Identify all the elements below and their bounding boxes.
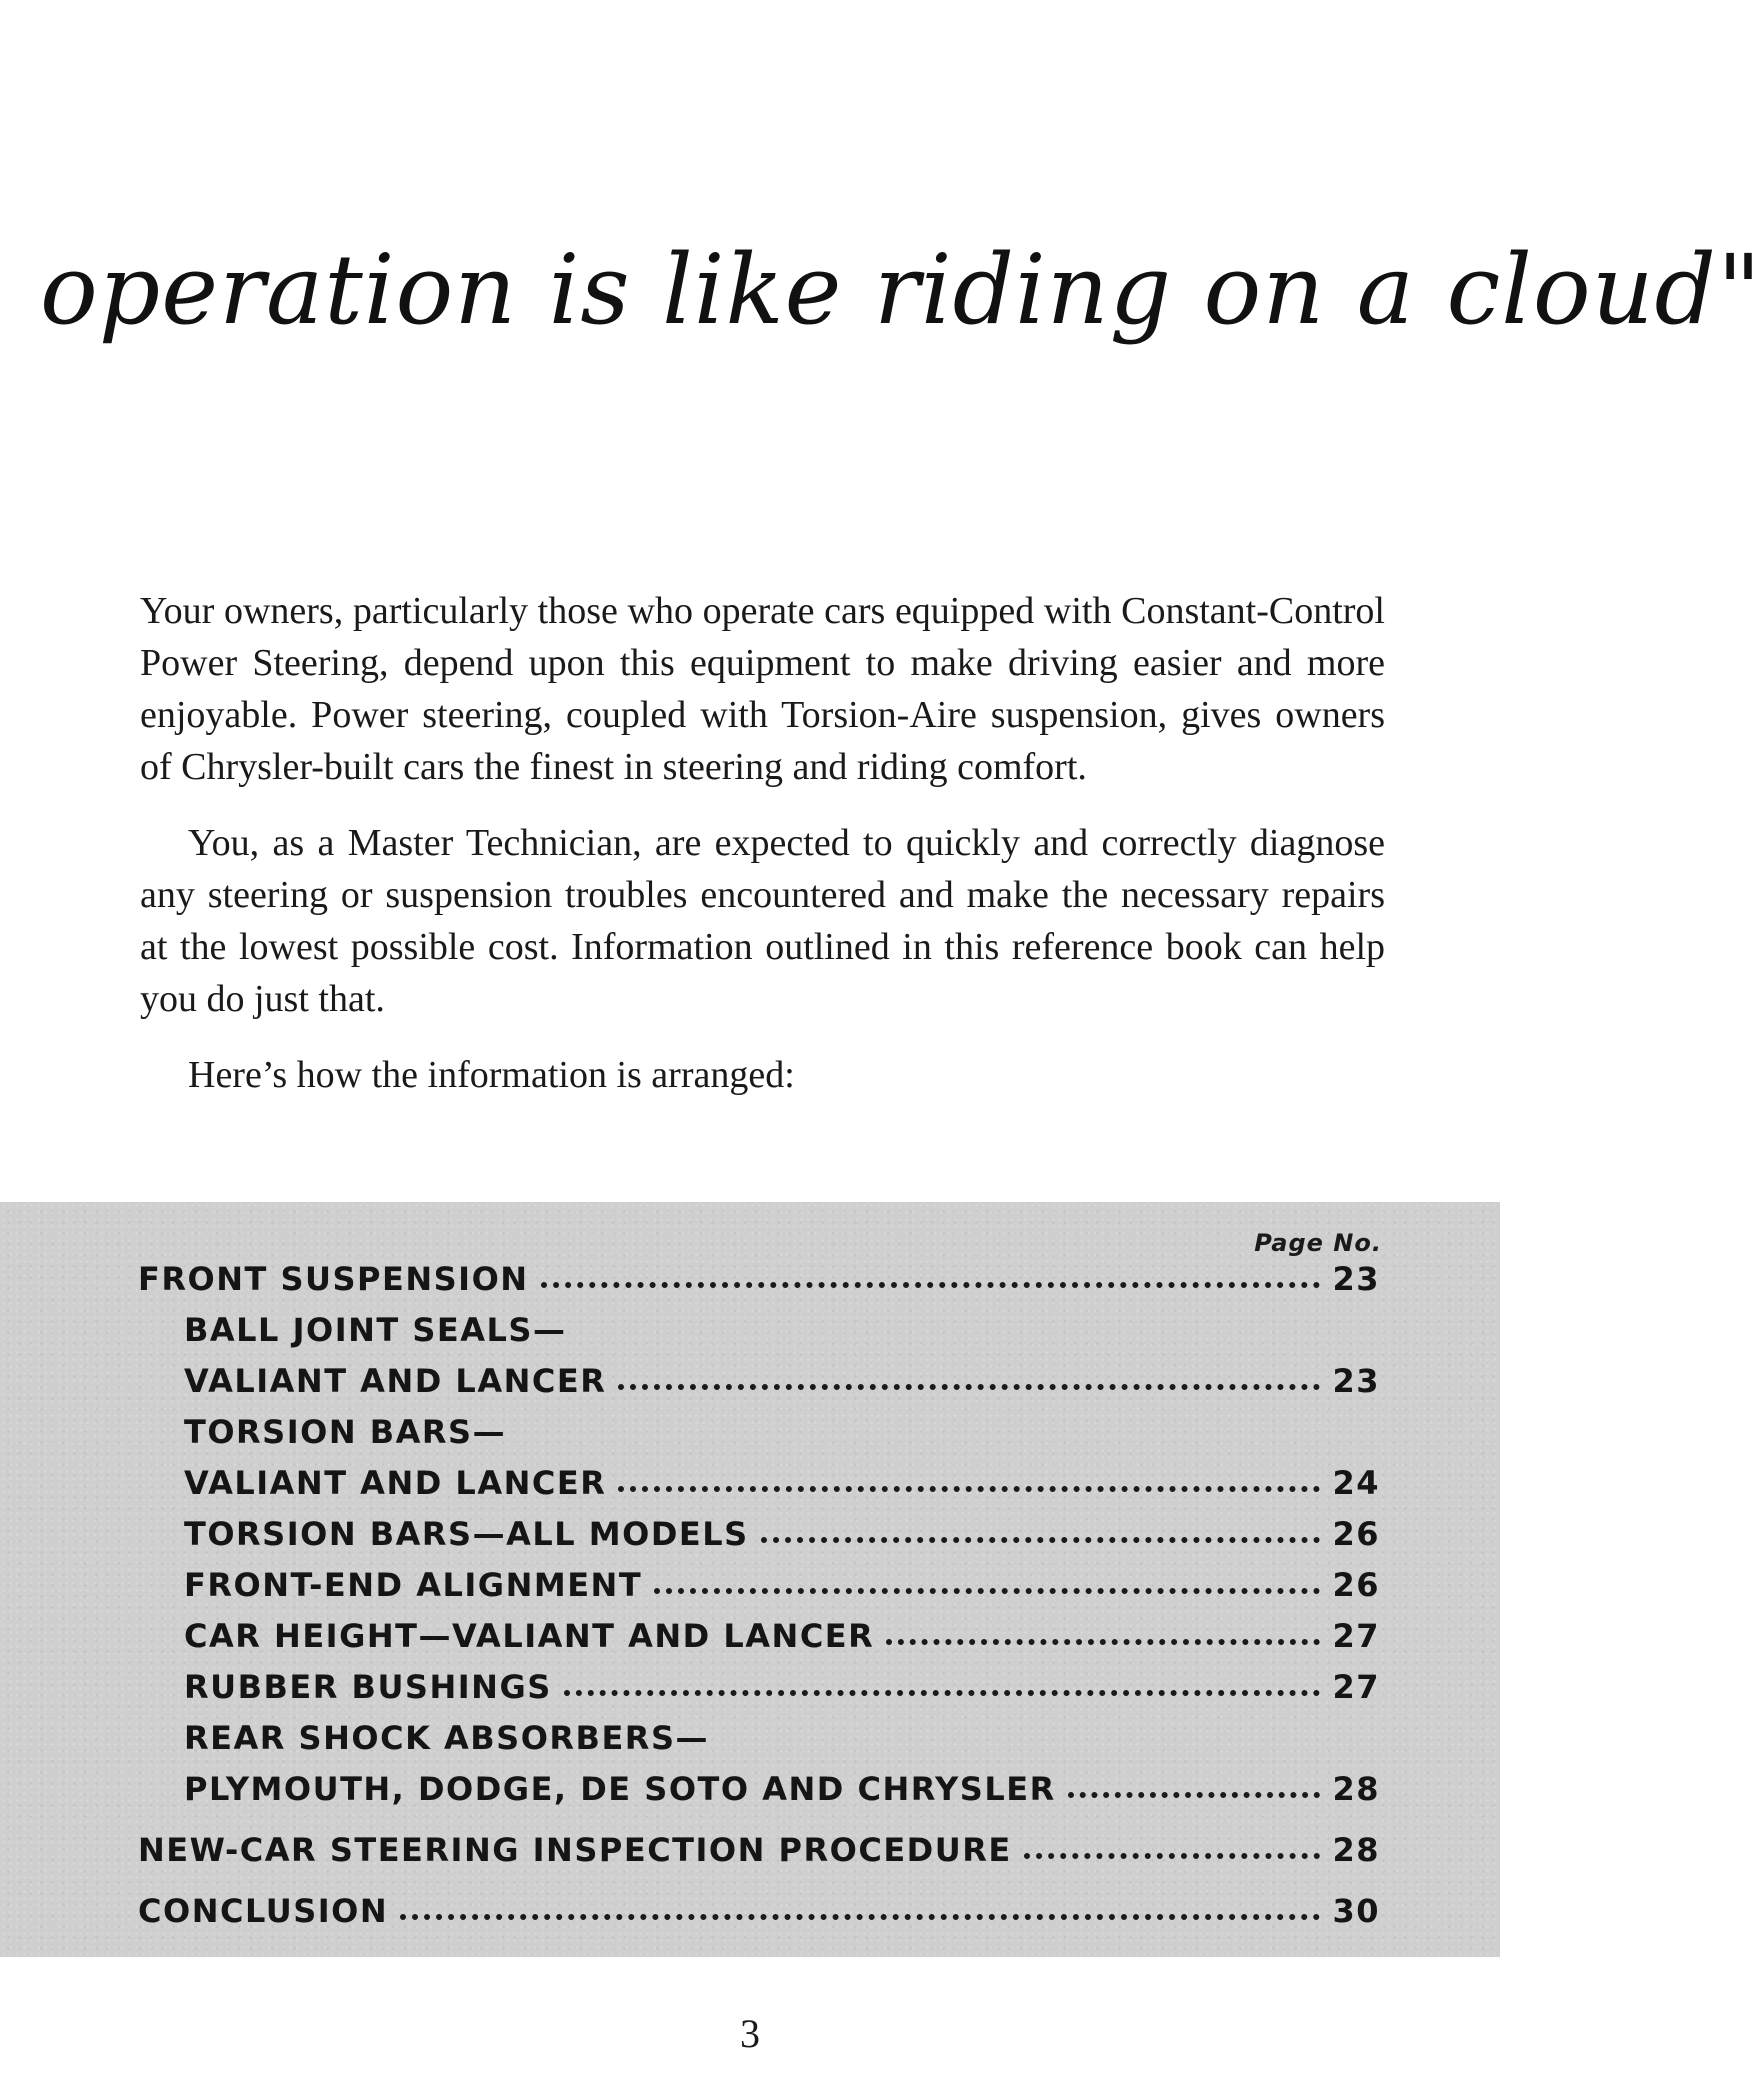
toc-entry xyxy=(138,1464,1380,1515)
toc-entry-page: 28 xyxy=(1332,1770,1380,1808)
paragraph: You, as a Master Technician, are expected to quickly and correctly diagnose any steering or suspension troubles encountered and make the necessary repairs at the lowest possible cost. Information outlined in this reference book can help you do just that. xyxy=(140,822,1385,1020)
page-number-column-header: Page No. xyxy=(1254,1229,1382,1257)
toc-entry xyxy=(138,1617,1380,1668)
toc-entry xyxy=(138,1719,1380,1770)
toc-entry-label: REAR SHOCK ABSORBERS— xyxy=(184,1719,709,1757)
toc-entry-page: 27 xyxy=(1332,1668,1380,1706)
dot-leader xyxy=(1068,1786,1321,1798)
toc-entry-label: TORSION BARS— xyxy=(184,1413,507,1451)
toc-entry-label: PLYMOUTH, DODGE, DE SOTO AND CHRYSLER xyxy=(184,1770,1056,1808)
dot-leader xyxy=(541,1276,1321,1288)
page-number: 3 xyxy=(740,2011,760,2056)
toc-entry-label: VALIANT AND LANCER xyxy=(184,1362,607,1400)
toc-entry-label: VALIANT AND LANCER xyxy=(184,1464,607,1502)
toc-entry xyxy=(138,1892,1380,1943)
script-headline: operation is like riding on a cloud" xyxy=(40,234,1762,346)
toc-entry xyxy=(138,1770,1380,1831)
toc-entry xyxy=(138,1668,1380,1719)
toc-list xyxy=(138,1260,1380,1943)
toc-entry xyxy=(138,1311,1380,1362)
dot-leader xyxy=(761,1531,1321,1543)
toc-entry xyxy=(138,1260,1380,1311)
toc-entry-label: CONCLUSION xyxy=(138,1892,389,1930)
dot-leader xyxy=(1024,1847,1321,1859)
paragraph: Here’s how the information is arranged: xyxy=(188,1054,795,1096)
toc-entry xyxy=(138,1515,1380,1566)
dot-leader xyxy=(618,1480,1320,1492)
dot-leader xyxy=(886,1633,1320,1645)
toc-entry-label: RUBBER BUSHINGS xyxy=(184,1668,552,1706)
toc-entry xyxy=(138,1362,1380,1413)
dot-leader xyxy=(618,1378,1320,1390)
toc-entry xyxy=(138,1566,1380,1617)
dot-leader xyxy=(564,1684,1321,1696)
toc-entry-page: 23 xyxy=(1332,1362,1380,1400)
paragraph: Your owners, particularly those who operate cars equipped with Constant-Control Power Steering, depend upon this equipment to make driving easier and more enjoyable. Power steering, coupled with Torsion-Aire suspension, gives owners of Chrysler-built cars the finest in steering and riding comfort. xyxy=(140,590,1385,788)
dot-leader xyxy=(400,1908,1320,1920)
toc-entry-label: BALL JOINT SEALS— xyxy=(184,1311,567,1349)
toc-entry-page: 24 xyxy=(1332,1464,1380,1502)
toc-entry-page: 26 xyxy=(1332,1515,1380,1553)
toc-entry xyxy=(138,1413,1380,1464)
toc-entry-label: FRONT SUSPENSION xyxy=(138,1260,529,1298)
toc-entry-label: FRONT-END ALIGNMENT xyxy=(184,1566,643,1604)
toc-entry-page: 23 xyxy=(1332,1260,1380,1298)
toc-entry-page: 30 xyxy=(1332,1892,1380,1930)
toc-entry-page: 26 xyxy=(1332,1566,1380,1604)
toc-entry-page: 27 xyxy=(1332,1617,1380,1655)
dot-leader xyxy=(654,1582,1320,1594)
toc-entry-label: NEW-CAR STEERING INSPECTION PROCEDURE xyxy=(138,1831,1012,1869)
intro-text xyxy=(140,585,1385,1125)
toc-entry-label: TORSION BARS—ALL MODELS xyxy=(184,1515,749,1553)
toc-entry-label: CAR HEIGHT—VALIANT AND LANCER xyxy=(184,1617,875,1655)
table-of-contents xyxy=(0,1202,1500,1957)
toc-entry-page: 28 xyxy=(1332,1831,1380,1869)
toc-entry xyxy=(138,1831,1380,1892)
